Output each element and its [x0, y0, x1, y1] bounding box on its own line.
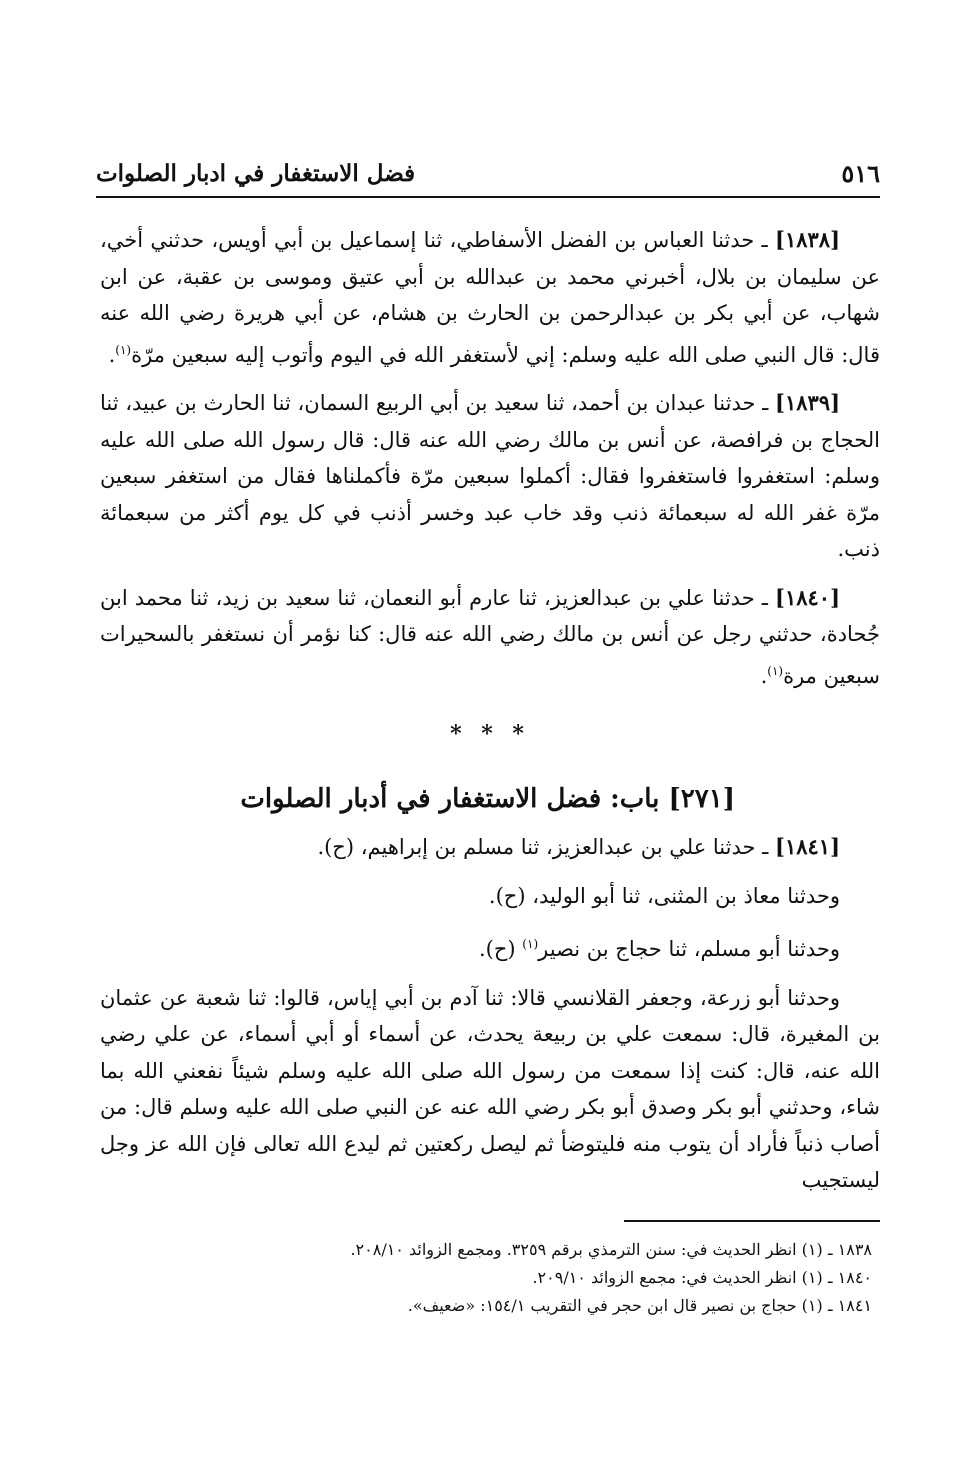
running-title: فضل الاستغفار في ادبار الصلوات — [96, 159, 416, 187]
hadith-number: [١٨٤٠] — [775, 584, 840, 610]
page-number: ٥١٦ — [841, 158, 880, 188]
isnad-text: وحدثنا أبو مسلم، ثنا حجاج بن نصير — [538, 937, 840, 961]
chapter-title: باب: فضل الاستغفار في أدبار الصلوات — [240, 783, 669, 814]
isnad-line — [100, 926, 880, 968]
footnote-divider — [624, 1220, 880, 1222]
hadith-paragraph — [100, 222, 880, 373]
isnad-line — [100, 878, 880, 915]
chapter-number: [٢٧١] — [668, 783, 735, 814]
footnote-marker: (١) — [115, 342, 132, 357]
footnotes — [100, 1236, 880, 1320]
isnad-end: (ح). — [479, 937, 523, 961]
main-text — [100, 222, 880, 1211]
section-separator: * * * — [450, 721, 530, 747]
hadith-end: . — [760, 663, 768, 688]
footnote: ١٨٤١ ـ (١) حجاج بن نصير قال ابن حجر في التقريب ١٥٤/١: «ضعيف». — [407, 1296, 872, 1315]
footnote-marker: (١) — [767, 663, 784, 678]
isnad-text: وحدثنا معاذ بن المثنى، ثنا أبو الوليد، (ح). — [488, 883, 840, 908]
footnote-marker: (١) — [522, 937, 539, 951]
chapter-heading — [100, 781, 880, 818]
hadith-number: [١٨٤١] — [775, 834, 840, 859]
hadith-paragraph: وحدثنا أبو زرعة، وجعفر القلانسي قالا: ثنا آدم بن أبي إياس، قالوا: ثنا شعبة عن عثمان بن المغيرة، قال: سمعت علي بن ربيعة يحدث، عن أسماء أو أبي أسماء، عن علي رضي الله عنه، قال: كنت إذا سمعت من رسول الله صلى الله عليه وسلم شيئاً نفعني الله بما شاء، وحدثني أبو بكر وصدق أبو بكر رضي الله عنه عن النبي صلى الله عليه وسلم قال: من أصاب ذنباً فأراد أن يتوب منه فليتوضأ ثم ليصل ركعتين ثم ليدع الله تعالى فإن الله عز وجل ليستجيب — [100, 985, 880, 1192]
hadith-number: [١٨٣٩] — [775, 390, 840, 415]
hadith-number: [١٨٣٨] — [775, 227, 840, 252]
hadith-text: ـ حدثنا عبدان بن أحمد، ثنا سعيد بن أبي الربيع السمان، ثنا الحارث بن عبيد، ثنا الحجاج بن فرافصة، عن أنس بن مالك رضي الله عنه قال: قال رسول الله صلى الله عليه وسلم: استغفروا فاستغفروا فقال: أكملوا سبعين مرّة فأكملناها فقال من استغفر سبعين مرّة غفر الله له سبعمائة ذنب وقد خاب عبد وخسر أذنب في كل يوم أكثر من سبعمائة ذنب. — [100, 391, 880, 561]
isnad-text: ـ حدثنا علي بن عبدالعزيز، ثنا مسلم بن إبراهيم، (ح). — [317, 835, 775, 859]
hadith-text: ـ حدثنا علي بن عبدالعزيز، ثنا عارم أبو النعمان، ثنا سعيد بن زيد، ثنا محمد ابن جُحادة، حدثني رجل عن أنس بن مالك رضي الله عنه قال: كنا نؤمر أن نستغفر بالسحيرات سبعين مرة — [100, 585, 880, 688]
footnote: ١٨٤٠ ـ (١) انظر الحديث في: مجمع الزوائد ٢٠٩/١٠. — [532, 1268, 872, 1287]
hadith-paragraph — [100, 580, 880, 695]
footnote: ١٨٣٨ ـ (١) انظر الحديث في: سنن الترمذي برقم ٣٢٥٩. ومجمع الزوائد ٢٠٨/١٠. — [350, 1240, 872, 1259]
hadith-text: ـ حدثنا العباس بن الفضل الأسفاطي، ثنا إسماعيل بن أبي أويس، حدثني أخي، عن سليمان بن بلال، أخبرني محمد بن عبدالله بن أبي عتيق وموسى بن عقبة، عن ابن شهاب، عن أبي بكر بن عبدالرحمن بن الحارث بن هشام، عن أبي هريرة رضي الله عنه قال: قال النبي صلى الله عليه وسلم: إني لأستغفر الله في اليوم وأتوب إليه سبعين مرّة — [100, 228, 880, 367]
isnad-line — [100, 829, 880, 866]
running-header — [96, 150, 880, 198]
hadith-paragraph — [100, 385, 880, 568]
hadith-end: . — [108, 342, 116, 367]
